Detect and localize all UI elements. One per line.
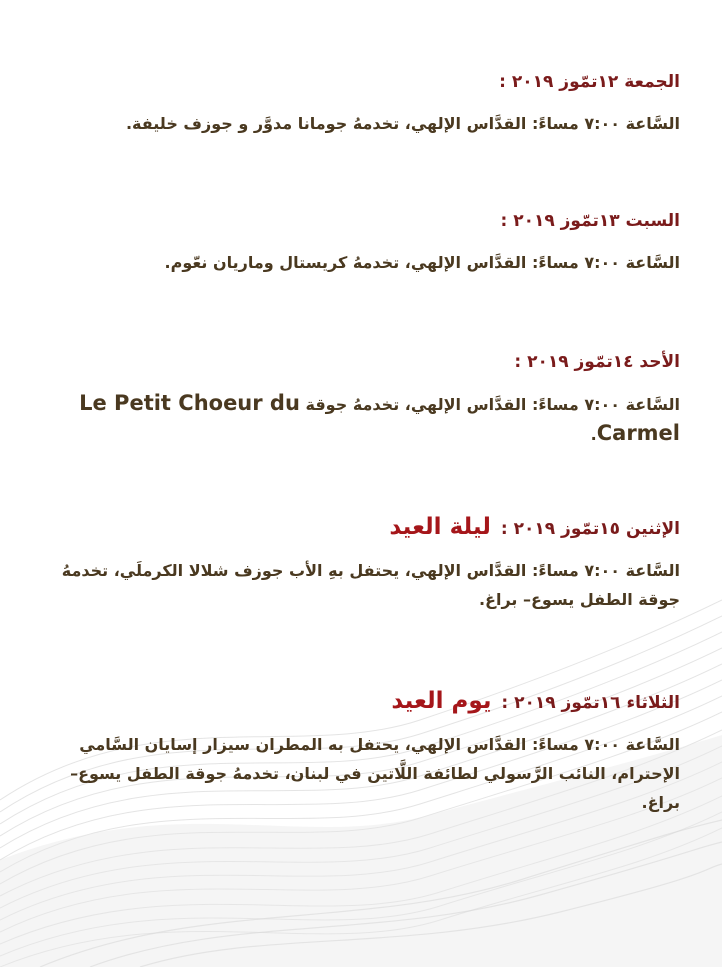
entry-colon: : xyxy=(501,693,509,713)
entry-body: السَّاعة ٧:٠٠ مساءً: القدَّاس الإلهي، يحتفل بهِ الأب جوزف شلالا الكرملَي، تخدمهُ جوقة الطفل يسوع– براغ. xyxy=(61,561,680,609)
feast-title: يوم العيد xyxy=(391,688,492,714)
entry-colon: : xyxy=(500,211,508,231)
schedule-entry-saturday xyxy=(55,208,680,277)
entry-heading xyxy=(55,514,680,542)
entry-body xyxy=(55,389,680,449)
entry-heading xyxy=(55,688,680,716)
entry-heading xyxy=(55,69,680,95)
schedule-entry-friday xyxy=(55,69,680,138)
entry-date: الأحد ١٤تمّوز ٢٠١٩ xyxy=(527,352,680,372)
entry-date: السبت ١٣تمّوز ٢٠١٩ xyxy=(513,211,680,231)
entry-date: الإثنين ١٥تمّوز ٢٠١٩ xyxy=(513,519,680,539)
entry-body: السَّاعة ٧:٠٠ مساءً: القدَّاس الإلهي، تخدمهُ جومانا مدوَّر و جوزف خليفة. xyxy=(125,114,680,133)
schedule-entry-sunday xyxy=(55,349,680,449)
entry-heading xyxy=(55,208,680,234)
entry-body: السَّاعة ٧:٠٠ مساءً: القدَّاس الإلهي، يحتفل به المطران سيزار إسايان السَّامي الإحترام، النائب الرَّسولي لطائفة اللَّاتين في لبنان، تخدمهُ جوقة الطفل يسوع– براغ. xyxy=(70,735,680,812)
schedule-entry-tuesday xyxy=(55,688,680,817)
entry-date: الجمعة ١٢تمّوز ٢٠١٩ xyxy=(511,72,680,92)
entry-body: السَّاعة ٧:٠٠ مساءً: القدَّاس الإلهي، تخدمهُ كريستال وماريان نعّوم. xyxy=(164,253,680,272)
feast-title: ليلة العيد xyxy=(389,514,491,540)
choir-name: Le Petit Choeur du Carmel xyxy=(79,391,680,445)
entry-body-text: السَّاعة ٧:٠٠ مساءً: القدَّاس الإلهي، تخدمهُ جوقة xyxy=(305,395,680,414)
schedule-entry-monday xyxy=(55,514,680,614)
entry-heading xyxy=(55,349,680,375)
entry-date: الثلاثاء ١٦تمّوز ٢٠١٩ xyxy=(514,693,680,713)
entry-colon: : xyxy=(499,72,506,92)
entry-colon: : xyxy=(500,519,508,539)
entry-body-end: . xyxy=(590,425,597,444)
entry-colon: : xyxy=(514,352,522,372)
